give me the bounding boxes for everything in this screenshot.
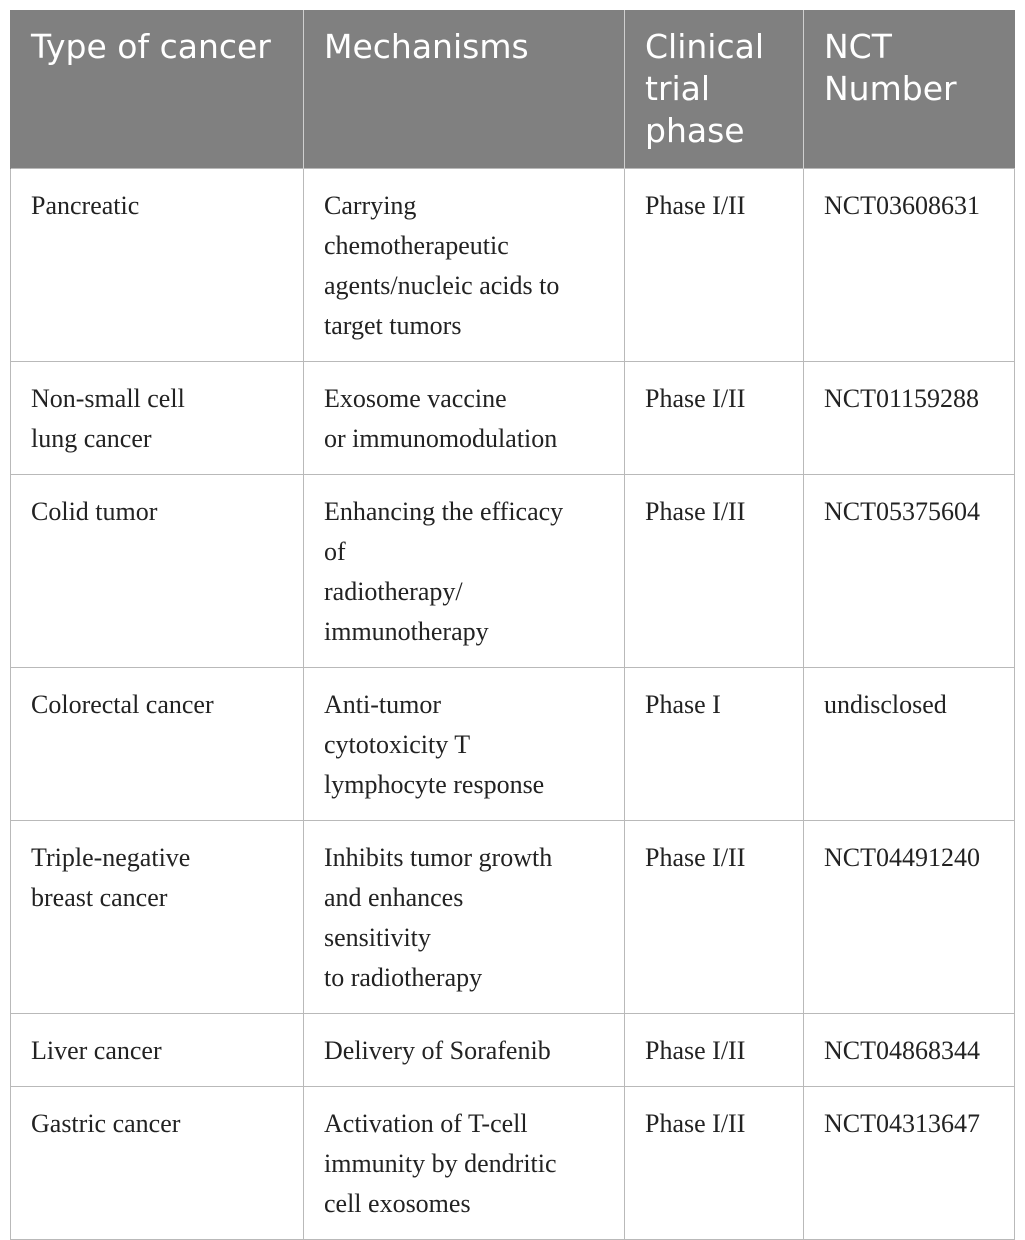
header-row [11,10,1015,169]
cell-line: Anti-tumor [324,690,441,719]
cell-phase [625,362,804,475]
cell-line: Inhibits tumor growth [324,843,553,872]
cell-nct-number [804,475,1015,668]
cell-line: lymphocyte response [324,770,545,799]
cell-line: NCT04313647 [824,1109,980,1138]
cell-line: Triple-negative [31,843,191,872]
header-nct-number [804,10,1015,169]
cell-line: immunotherapy [324,617,489,646]
cell-line: Carrying [324,191,417,220]
cell-cancer-type [11,1014,304,1087]
table-row [11,169,1015,362]
cell-line: Phase I/II [645,843,746,872]
header-type-of-cancer [11,10,304,169]
cell-cancer-type [11,821,304,1014]
cell-nct-number [804,821,1015,1014]
header-line: Type of cancer [31,27,271,66]
cell-nct-number [804,1014,1015,1087]
cell-nct-number [804,668,1015,821]
cell-line: agents/nucleic acids to [324,271,560,300]
cell-cancer-type [11,169,304,362]
cell-line: Pancreatic [31,191,140,220]
cell-phase [625,169,804,362]
cell-line: Activation of T-cell [324,1109,528,1138]
cell-line: sensitivity [324,923,431,952]
cell-line: NCT01159288 [824,384,980,413]
cell-phase [625,668,804,821]
table-row [11,821,1015,1014]
header-line: NCT [824,27,892,66]
cell-line: Phase I/II [645,1036,746,1065]
cell-line: Non-small cell [31,384,185,413]
cell-phase [625,1014,804,1087]
table-header [11,10,1015,169]
table-body [11,169,1015,1240]
cell-phase [625,475,804,668]
table-row [11,362,1015,475]
cell-line: Phase I [645,690,721,719]
cell-line: or immunomodulation [324,424,558,453]
table-row [11,668,1015,821]
cell-line: to radiotherapy [324,963,483,992]
cell-cancer-type [11,362,304,475]
cell-line: chemotherapeutic [324,231,509,260]
cell-line: NCT03608631 [824,191,980,220]
cell-line: Colid tumor [31,497,158,526]
cell-line: NCT04868344 [824,1036,980,1065]
cell-line: breast cancer [31,883,168,912]
cell-line: NCT04491240 [824,843,980,872]
cancer-exosome-trials-table [10,10,1015,1240]
cell-line: Colorectal cancer [31,690,214,719]
cell-mechanism [304,668,625,821]
cell-line: undisclosed [824,690,947,719]
header-line: Mechanisms [324,27,529,66]
cell-line: target tumors [324,311,462,340]
cell-line: Phase I/II [645,191,746,220]
cell-nct-number [804,169,1015,362]
cell-line: lung cancer [31,424,152,453]
header-line: Clinical [645,27,764,66]
cell-line: Phase I/II [645,497,746,526]
cell-line: of [324,537,346,566]
header-mechanisms [304,10,625,169]
header-line: phase [645,111,745,150]
cell-phase [625,821,804,1014]
cell-cancer-type [11,475,304,668]
cell-line: Phase I/II [645,384,746,413]
cell-line: Delivery of Sorafenib [324,1036,551,1065]
header-line: Number [824,69,957,108]
cell-line: Exosome vaccine [324,384,507,413]
table-row [11,475,1015,668]
cell-nct-number [804,362,1015,475]
cell-line: cytotoxicity T [324,730,471,759]
cell-cancer-type [11,668,304,821]
cell-line: Phase I/II [645,1109,746,1138]
cell-line: cell exosomes [324,1189,471,1218]
header-clinical-trial-phase [625,10,804,169]
cell-mechanism [304,1014,625,1087]
cell-mechanism [304,169,625,362]
cell-mechanism [304,362,625,475]
cell-line: Enhancing the efficacy [324,497,564,526]
cell-line: radiotherapy/ [324,577,463,606]
cell-mechanism [304,821,625,1014]
cell-line: Liver cancer [31,1036,162,1065]
cell-line: Gastric cancer [31,1109,181,1138]
header-line: trial [645,69,711,108]
cell-line: immunity by dendritic [324,1149,557,1178]
cell-mechanism [304,475,625,668]
cell-line: NCT05375604 [824,497,980,526]
table-row [11,1014,1015,1087]
cell-line: and enhances [324,883,464,912]
